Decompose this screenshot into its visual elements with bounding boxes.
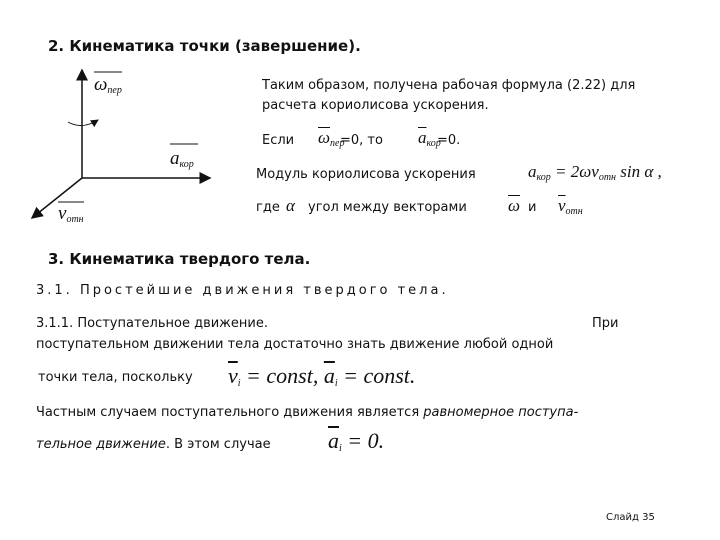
text1-line1: Таким образом, получена рабочая формула (2.22) для <box>262 78 636 93</box>
v-otn-label: $v_{отн}$ <box>58 203 84 225</box>
para1-pri: При <box>592 316 619 331</box>
slide-number: Слайд 35 <box>606 512 655 523</box>
para1-line3: точки тела, поскольку <box>38 370 193 385</box>
para2-line1: Частным случаем поступательного движения является равномерное поступа- <box>36 405 579 420</box>
where-omega: $\overline{\omega}$ <box>508 196 521 215</box>
coriolis-formula: $a_{кор} = 2\omega v_{отн}$ sin α , <box>528 162 662 183</box>
rotation-arrow <box>68 120 98 126</box>
formula-zero: $\overline{a}_i = 0$. <box>328 428 385 454</box>
formula-const: $\overline{v}_i$ = const, $\overline{a}_i$ = const. <box>228 363 416 389</box>
para1-line2: поступательном движении тела достаточно знать движение любой одной <box>36 337 554 352</box>
alpha-symbol: α <box>286 196 295 215</box>
para2-line2: тельное движение. В этом случае <box>36 437 271 452</box>
a-kor-label: $a_{кор}$ <box>170 148 194 170</box>
if-a: $\overline{a}_{кор}$ <box>418 128 441 149</box>
if-label: Если <box>262 133 295 148</box>
if-omega: $\overline{\omega}_{пер}$ <box>318 128 345 149</box>
where-label: где <box>256 200 280 215</box>
section3-subtitle: 3.1. Простейшие движения твердого тела. <box>36 283 449 298</box>
para1-head: 3.1.1. Поступательное движение. <box>36 316 268 331</box>
omega-label: $\omega_{пер}$ <box>94 74 122 96</box>
section3-title: 3. Кинематика твердого тела. <box>48 250 311 268</box>
text1-line2: расчета кориолисова ускорения. <box>262 98 489 113</box>
vector-diagram <box>20 58 240 228</box>
where-text: угол между векторами <box>308 200 467 215</box>
modulus-label: Модуль кориолисова ускорения <box>256 167 476 182</box>
if-result: =0. <box>437 133 461 148</box>
section2-title: 2. Кинематика точки (завершение). <box>48 37 361 55</box>
if-eq: =0, то <box>340 133 383 148</box>
where-v: $\overline{v}_{отн}$ <box>558 196 583 217</box>
where-and: и <box>528 200 537 215</box>
